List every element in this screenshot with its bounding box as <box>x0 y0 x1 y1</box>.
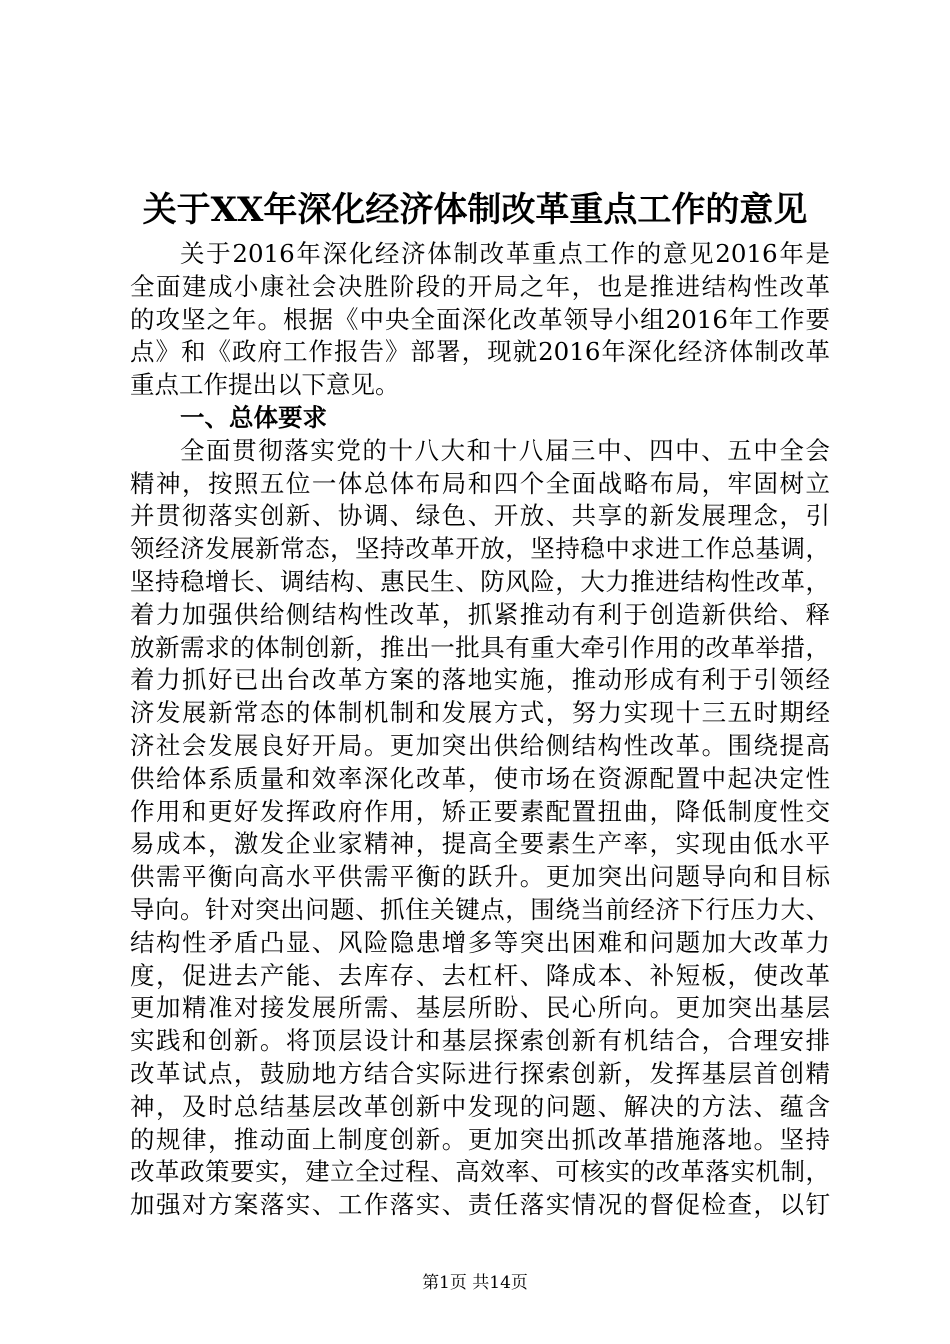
document-body <box>130 238 830 1222</box>
document-title: 关于XX年深化经济体制改革重点工作的意见 <box>142 190 808 230</box>
paragraph-line: 实践和创新。将顶层设计和基层探索创新有机结合，合理安排 <box>130 1026 830 1056</box>
page-footer: 第1页 共14页 <box>422 1273 528 1293</box>
paragraph-line: 点》和《政府工作报告》部署，现就2016年深化经济体制改革 <box>130 337 830 367</box>
paragraph-line: 精神，按照五位一体总体布局和四个全面战略布局，牢固树立 <box>130 468 830 498</box>
paragraph-line: 改革政策要实，建立全过程、高效率、可核实的改革落实机制， <box>130 1157 830 1187</box>
paragraph-line: 易成本，激发企业家精神，提高全要素生产率，实现由低水平 <box>130 829 830 859</box>
paragraph-line: 济发展新常态的体制机制和发展方式，努力实现十三五时期经 <box>130 698 830 728</box>
paragraph-line: 改革试点，鼓励地方结合实际进行探索创新，发挥基层首创精 <box>130 1058 830 1088</box>
paragraph-line: 作用和更好发挥政府作用，矫正要素配置扭曲，降低制度性交 <box>130 796 830 826</box>
paragraph-line: 全面贯彻落实党的十八大和十八届三中、四中、五中全会 <box>180 435 830 465</box>
paragraph-line: 供需平衡向高水平供需平衡的跃升。更加突出问题导向和目标 <box>130 862 830 892</box>
paragraph-line: 度，促进去产能、去库存、去杠杆、降成本、补短板，使改革 <box>130 960 830 990</box>
paragraph-line: 坚持稳增长、调结构、惠民生、防风险，大力推进结构性改革， <box>130 566 830 596</box>
paragraph-line: 放新需求的体制创新，推出一批具有重大牵引作用的改革举措， <box>130 632 830 662</box>
paragraph-line: 导向。针对突出问题、抓住关键点，围绕当前经济下行压力大、 <box>130 894 830 924</box>
paragraph-line: 的攻坚之年。根据《中央全面深化改革领导小组2016年工作要 <box>130 304 830 334</box>
section-heading: 一、总体要求 <box>180 402 327 432</box>
paragraph-line: 供给体系质量和效率深化改革，使市场在资源配置中起决定性 <box>130 763 830 793</box>
paragraph-line: 并贯彻落实创新、协调、绿色、开放、共享的新发展理念，引 <box>130 501 830 531</box>
paragraph-line: 全面建成小康社会决胜阶段的开局之年，也是推进结构性改革 <box>130 271 830 301</box>
paragraph-line: 济社会发展良好开局。更加突出供给侧结构性改革。围绕提高 <box>130 730 830 760</box>
paragraph-line: 关于2016年深化经济体制改革重点工作的意见2016年是 <box>180 239 830 268</box>
paragraph-line: 更加精准对接发展所需、基层所盼、民心所向。更加突出基层 <box>130 993 830 1023</box>
paragraph-line: 加强对方案落实、工作落实、责任落实情况的督促检查，以钉 <box>130 1190 830 1220</box>
paragraph-line: 神，及时总结基层改革创新中发现的问题、解决的方法、蕴含 <box>130 1091 830 1121</box>
paragraph-line: 的规律，推动面上制度创新。更加突出抓改革措施落地。坚持 <box>130 1124 830 1154</box>
paragraph-line: 领经济发展新常态，坚持改革开放，坚持稳中求进工作总基调， <box>130 534 830 564</box>
paragraph-line: 结构性矛盾凸显、风险隐患增多等突出困难和问题加大改革力 <box>130 927 830 957</box>
paragraph-line: 重点工作提出以下意见。 <box>130 370 400 400</box>
paragraph-line: 着力抓好已出台改革方案的落地实施，推动形成有利于引领经 <box>130 665 830 695</box>
paragraph-line: 着力加强供给侧结构性改革，抓紧推动有利于创造新供给、释 <box>130 599 830 629</box>
